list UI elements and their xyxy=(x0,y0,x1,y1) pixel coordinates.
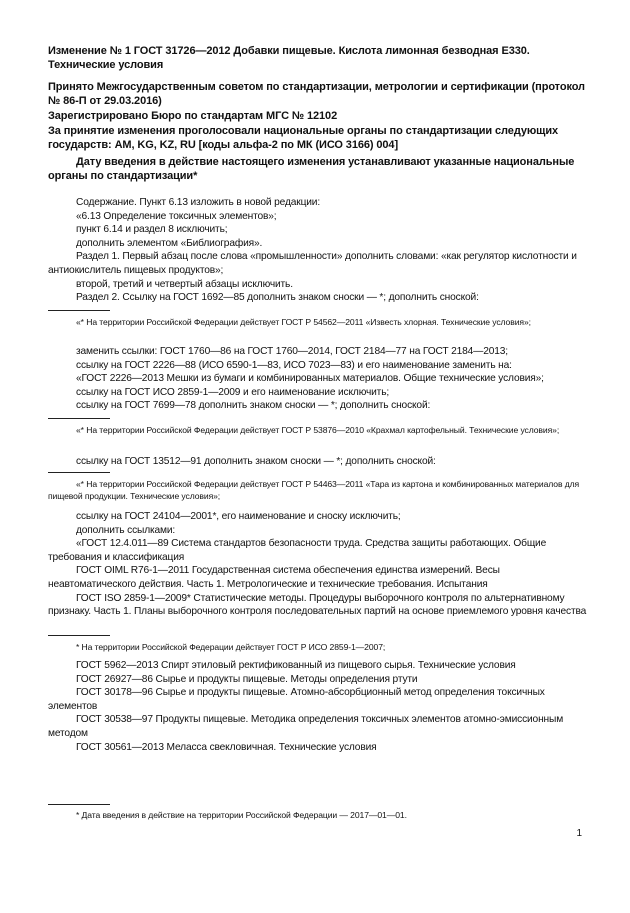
paragraph: дополнить элементом «Библиография». xyxy=(76,237,263,249)
amendment-text-4 xyxy=(48,510,588,619)
footnote-3: «* На территории Российской Федерации действует ГОСТ Р 54463—2011 «Тара из картона и комбинированных материалов для пищевой продукции. Технические условия»; xyxy=(48,479,580,501)
reference-entry: «ГОСТ 12.4.011—89 Система стандартов безопасности труда. Средства защиты работающих. Общие требования и классификация xyxy=(48,538,547,563)
footnote-rule xyxy=(48,635,110,636)
footnote-2: «* На территории Российской Федерации действует ГОСТ Р 53876—2010 «Крахмал картофельный. Технические условия»; xyxy=(76,425,560,435)
paragraph: Раздел 2. Ссылку на ГОСТ 1692—85 дополнить знаком сноски — *; дополнить сноской: xyxy=(76,292,479,304)
amendment-text-1 xyxy=(48,196,588,305)
paragraph: пункт 6.14 и раздел 8 исключить; xyxy=(76,224,228,236)
paragraph: ссылку на ГОСТ 24104—2001*, его наименование и сноску исключить; xyxy=(76,511,401,522)
amendment-text-5 xyxy=(48,659,588,754)
footnote-rule xyxy=(48,310,110,311)
reference-entry: ГОСТ 5962—2013 Спирт этиловый ректификованный из пищевого сырья. Технические условия xyxy=(76,660,516,671)
paragraph: Содержание. Пункт 6.13 изложить в новой редакции: xyxy=(76,197,321,208)
page-number: 1 xyxy=(576,828,582,839)
paragraph: ссылку на ГОСТ 13512—91 дополнить знаком сноски — *; дополнить сноской: xyxy=(76,456,436,467)
paragraph: «ГОСТ 2226—2013 Мешки из бумаги и комбинированных материалов. Общие технические условия»; xyxy=(76,373,544,385)
reference-entry: ГОСТ 30561—2013 Меласса свекловичная. Технические условия xyxy=(76,741,377,753)
amendment-text-3 xyxy=(48,455,588,469)
footnote-rule xyxy=(48,418,110,419)
footnote-4: * На территории Российской Федерации действует ГОСТ Р ИСО 2859-1—2007; xyxy=(76,642,386,652)
voting-countries: За принятие изменения проголосовали национальные органы по стандартизации следующих государств: AM, KG, KZ, RU [коды альфа-2 по МК (ИСО 3166) 004] xyxy=(48,125,559,151)
paragraph: «6.13 Определение токсичных элементов»; xyxy=(76,210,277,222)
reference-entry: ГОСТ 30538—97 Продукты пищевые. Методика определения токсичных элементов атомно-эмиссионным методом xyxy=(48,714,564,739)
amendment-text-2 xyxy=(48,345,588,413)
adopted-by: Принято Межгосударственным советом по стандартизации, метрологии и сертификации (протокол № 86-П от 29.03.2016) xyxy=(48,81,585,107)
paragraph: дополнить ссылками: xyxy=(76,524,176,536)
paragraph: второй, третий и четвертый абзацы исключить. xyxy=(76,278,293,290)
amendment-title: Изменение № 1 ГОСТ 31726—2012 Добавки пищевые. Кислота лимонная безводная Е330. Технические условия xyxy=(48,45,530,71)
reference-entry: ГОСТ 26927—86 Сырье и продукты пищевые. Методы определения ртути xyxy=(76,673,418,685)
footnote-rule xyxy=(48,804,110,805)
paragraph: ссылку на ГОСТ 2226—88 (ИСО 6590-1—83, ИСО 7023—83) и его наименование заменить на: xyxy=(76,359,512,371)
paragraph: заменить ссылки: ГОСТ 1760—86 на ГОСТ 1760—2014, ГОСТ 2184—77 на ГОСТ 2184—2013; xyxy=(76,346,508,357)
footnote-1: «* На территории Российской Федерации действует ГОСТ Р 54562—2011 «Известь хлорная. Технические условия»; xyxy=(76,317,531,327)
paragraph: Раздел 1. Первый абзац после слова «промышленности» дополнить словами: «как регулятор кислотности и антиокислитель пищевых продуктов»; xyxy=(48,251,577,276)
footnote-effective-date: * Дата введения в действие на территории Российской Федерации — 2017—01—01. xyxy=(76,810,407,820)
registration: Зарегистрировано Бюро по стандартам МГС № 12102 xyxy=(48,110,338,122)
paragraph: ссылку на ГОСТ ИСО 2859-1—2009 и его наименование исключить; xyxy=(76,386,390,398)
effective-date-note: Дату введения в действие настоящего изменения устанавливают указанные национальные органы по стандартизации* xyxy=(48,156,575,182)
paragraph: ссылку на ГОСТ 7699—78 дополнить знаком сноски — *; дополнить сноской: xyxy=(76,400,431,412)
footnote-rule xyxy=(48,472,110,473)
reference-entry: ГОСТ OIML R76-1—2011 Государственная система обеспечения единства измерений. Весы неавтоматического действия. Часть 1. Метрологические и технические требования. Испытания xyxy=(48,565,500,590)
reference-entry: ГОСТ 30178—96 Сырье и продукты пищевые. Атомно-абсорбционный метод определения токсичных элементов xyxy=(48,687,545,712)
reference-entry: ГОСТ ISO 2859-1—2009* Статистические методы. Процедуры выборочного контроля по альтернативному признаку. Часть 1. Планы выборочного контроля последовательных партий на основе приемлемого уровня качества xyxy=(48,592,587,618)
